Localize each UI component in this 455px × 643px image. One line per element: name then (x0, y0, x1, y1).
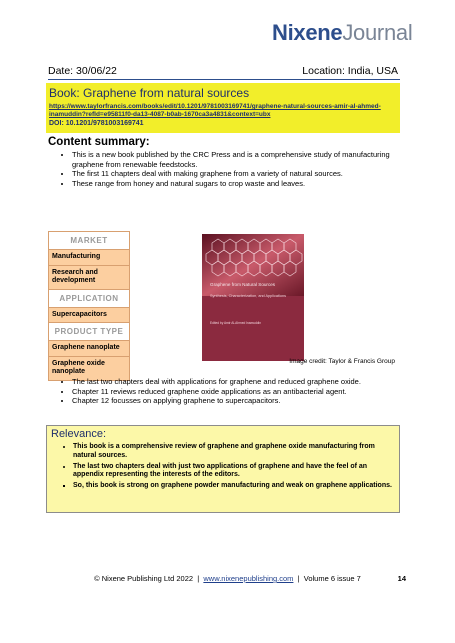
summary-bullet-list-continued (60, 377, 417, 406)
header-divider (48, 79, 400, 80)
article-location: Location: India, USA (302, 65, 398, 77)
book-cover-image (202, 234, 304, 361)
cover-title: Graphene from Natural Sources (210, 282, 276, 287)
cover-subtitle: Synthesis, Characterization, and Applications (210, 294, 286, 298)
logo-journal-text: Journal (342, 20, 413, 45)
page-footer (0, 574, 455, 583)
product-tag: Graphene oxide nanoplate (49, 357, 129, 380)
book-title: Book: Graphene from natural sources (49, 86, 250, 100)
summary-bullet-list (60, 150, 417, 188)
footer-issue: Volume 6 issue 7 (303, 574, 361, 583)
product-type-header: PRODUCT TYPE (49, 323, 129, 341)
summary-bullet: • This is a new book published by the CRC Press and is a comprehensive study of manufacturing graphene from renewable feedstocks. (72, 150, 417, 169)
journal-logo (272, 20, 412, 52)
content-summary-heading: Content summary: (48, 136, 150, 148)
relevance-bullet-list (59, 443, 393, 493)
summary-bullet: • The last two chapters deal with applications for graphene and reduced graphene oxide. (72, 377, 417, 387)
date-location-row (48, 65, 398, 80)
footer-separator: | (197, 574, 200, 583)
summary-bullet: • These range from honey and natural sugars to crop waste and leaves. (72, 179, 417, 189)
relevance-bullet: • The last two chapters deal with just two applications of graphene and have the feel of an appendix representing the interests of the editors. (73, 463, 393, 481)
page-number: 14 (397, 574, 406, 583)
market-header: MARKET (49, 232, 129, 250)
logo-nixene-text: Nixene (272, 20, 343, 45)
relevance-box (46, 425, 400, 513)
summary-bullet: • The first 11 chapters deal with making graphene from a variety of natural sources. (72, 169, 417, 179)
footer-copyright: © Nixene Publishing Ltd 2022 (94, 574, 194, 583)
product-tag: Graphene nanoplate (49, 341, 129, 357)
market-tag: Manufacturing (49, 250, 129, 266)
summary-bullet: • Chapter 11 reviews reduced graphene oxide applications as an antibacterial agent. (72, 387, 417, 397)
application-tag: Supercapacitors (49, 308, 129, 324)
tag-panel (48, 231, 130, 381)
relevance-bullet: ▪ So, this book is strong on graphene powder manufacturing and weak on graphene applications. (73, 482, 393, 491)
book-link[interactable]: https://www.taylorfrancis.com/books/edit/10.1201/9781003169741/graphene-natural-sources-amir-al-ahmed-inamuddin?refId=e95811f0-da13-4087-b0ab-1670ca3a4831&context=ubx (49, 103, 381, 118)
summary-bullet: • Chapter 12 focusses on applying graphene to supercapacitors. (72, 396, 417, 406)
image-credit: Image credit: Taylor & Francis Group (289, 358, 395, 365)
footer-website-link[interactable]: www.nixenepublishing.com (203, 574, 294, 583)
market-tag: Research and development (49, 266, 129, 290)
book-doi: DOI: 10.1201/9781003169741 (49, 120, 144, 127)
footer-separator: | (297, 574, 300, 583)
book-info-box (46, 83, 400, 133)
relevance-heading: Relevance: (51, 428, 107, 440)
application-header: APPLICATION (49, 290, 129, 308)
article-date: Date: 30/06/22 (48, 65, 117, 77)
cover-editors: Edited by Amir Al-Ahmed Inamuddin (210, 321, 262, 325)
relevance-bullet: • This book is a comprehensive review of graphene and graphene oxide manufacturing from natural sources. (73, 443, 393, 461)
